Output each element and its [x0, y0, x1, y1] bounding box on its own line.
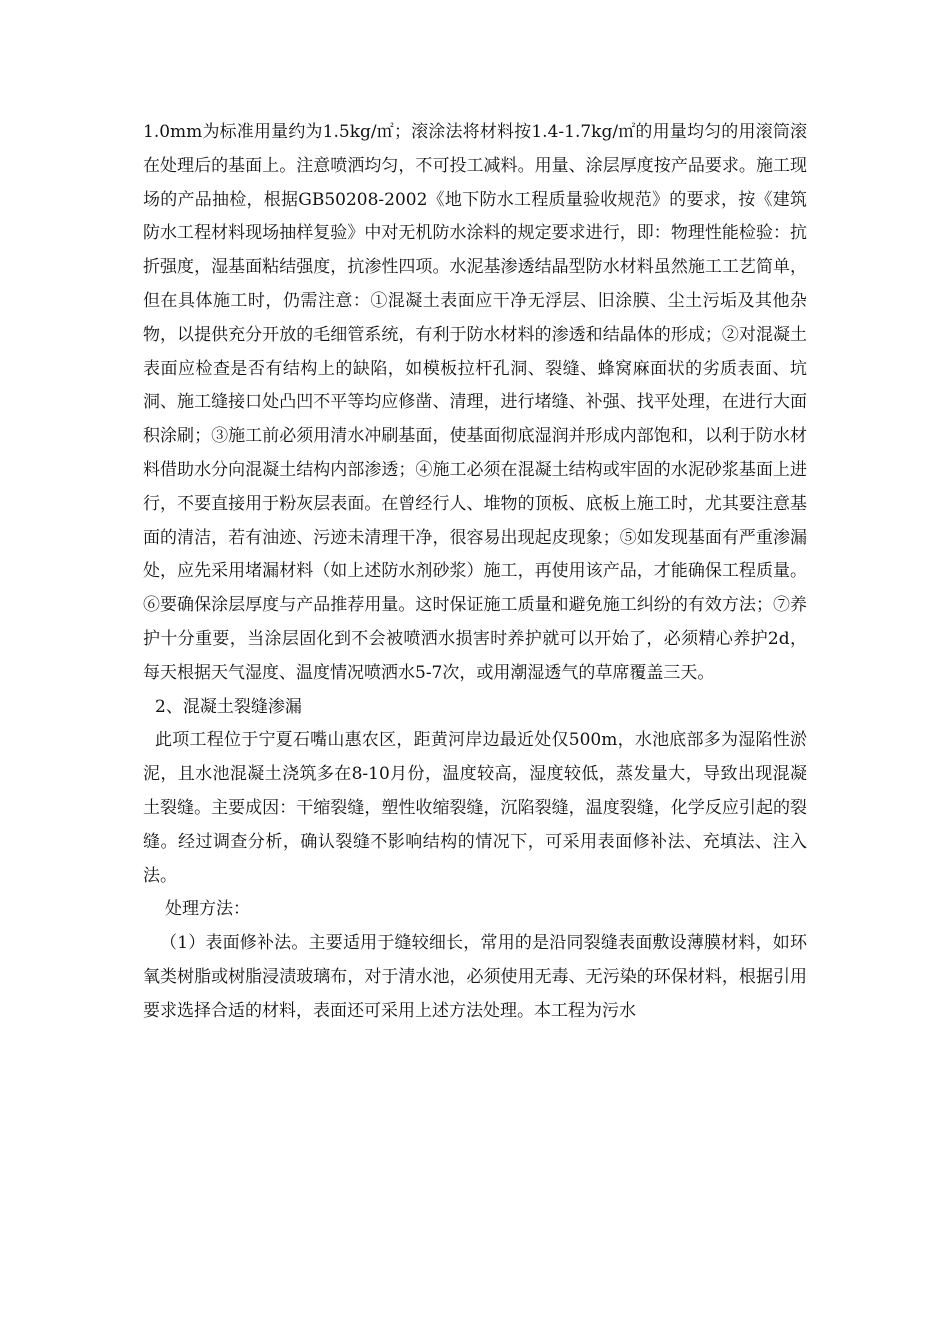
subheading-treatment-method: 处理方法： [165, 899, 250, 920]
document-body [143, 116, 807, 1029]
paragraph-project-location: 此项工程位于宁夏石嘴山惠农区，距黄河岸边最近处仅500m，水池底部多为湿陷性淤泥，且水池混凝土浇筑多在8-10月份，温度较高，湿度较低，蒸发量大，导致出现混凝土裂缝。主要成因：干缩裂缝，塑性收缩裂缝，沉陷裂缝，温度裂缝，化学反应引起的裂缝。经过调查分析，确认裂缝不影响结构的情况下，可采用表面修补法、充填法、注入法。 [143, 730, 807, 886]
section-heading-concrete-crack-leakage: 2、混凝土裂缝渗漏 [155, 696, 302, 717]
paragraph-waterproof-coating: 1.0mm为标准用量约为1.5kg/㎡；滚涂法将材料按1.4-1.7kg/㎡的用量均匀的用滚筒滚在处理后的基面上。注意喷洒均匀，不可投工减料。用量、涂层厚度按产品要求。施工现场的产品抽检，根据GB50208-2002《地下防水工程质量验收规范》的要求，按《建筑防水工程材料现场抽样复验》中对无机防水涂料的规定要求进行，即：物理性能检验：抗折强度，湿基面粘结强度，抗渗性四项。水泥基渗透结晶型防水材料虽然施工工艺简单，但在具体施工时，仍需注意：①混凝土表面应干净无浮层、旧涂膜、尘土污垢及其他杂物，以提供充分开放的毛细管系统，有利于防水材料的渗透和结晶体的形成；②对混凝土表面应检查是否有结构上的缺陷，如模板拉杆孔洞、裂缝、蜂窝麻面状的劣质表面、坑洞、施工缝接口处凸凹不平等均应修凿、清理，进行堵缝、补强、找平处理，在进行大面积涂刷；③施工前必须用清水冲刷基面，使基面彻底湿润并形成内部饱和，以利于防水材料借助水分向混凝土结构内部渗透；④施工必须在混凝土结构或牢固的水泥砂浆基面上进行，不要直接用于粉灰层表面。在曾经行人、堆物的顶板、底板上施工时，尤其要注意基面的清洁，若有油迹、污迹未清理干净，很容易出现起皮现象；⑤如发现基面有严重渗漏处，应先采用堵漏材料（如上述防水剂砂浆）施工，再使用该产品，才能确保工程质量。⑥要确保涂层厚度与产品推荐用量。这时保证施工质量和避免施工纠纷的有效方法；⑦养护十分重要，当涂层固化到不会被喷洒水损害时养护就可以开始了，必须精心养护2d，每天根据天气湿度、温度情况喷洒水5-7次，或用潮湿透气的草席覆盖三天。 [143, 122, 807, 683]
paragraph-surface-repair-method: （1）表面修补法。主要适用于缝较细长，常用的是沿同裂缝表面敷设薄膜材料，如环氧类树脂或树脂浸渍玻璃布，对于清水池，必须使用无毒、无污染的环保材料，根据引用要求选择合适的材料，表面还可采用上述方法处理。本工程为污水 [143, 933, 807, 1021]
